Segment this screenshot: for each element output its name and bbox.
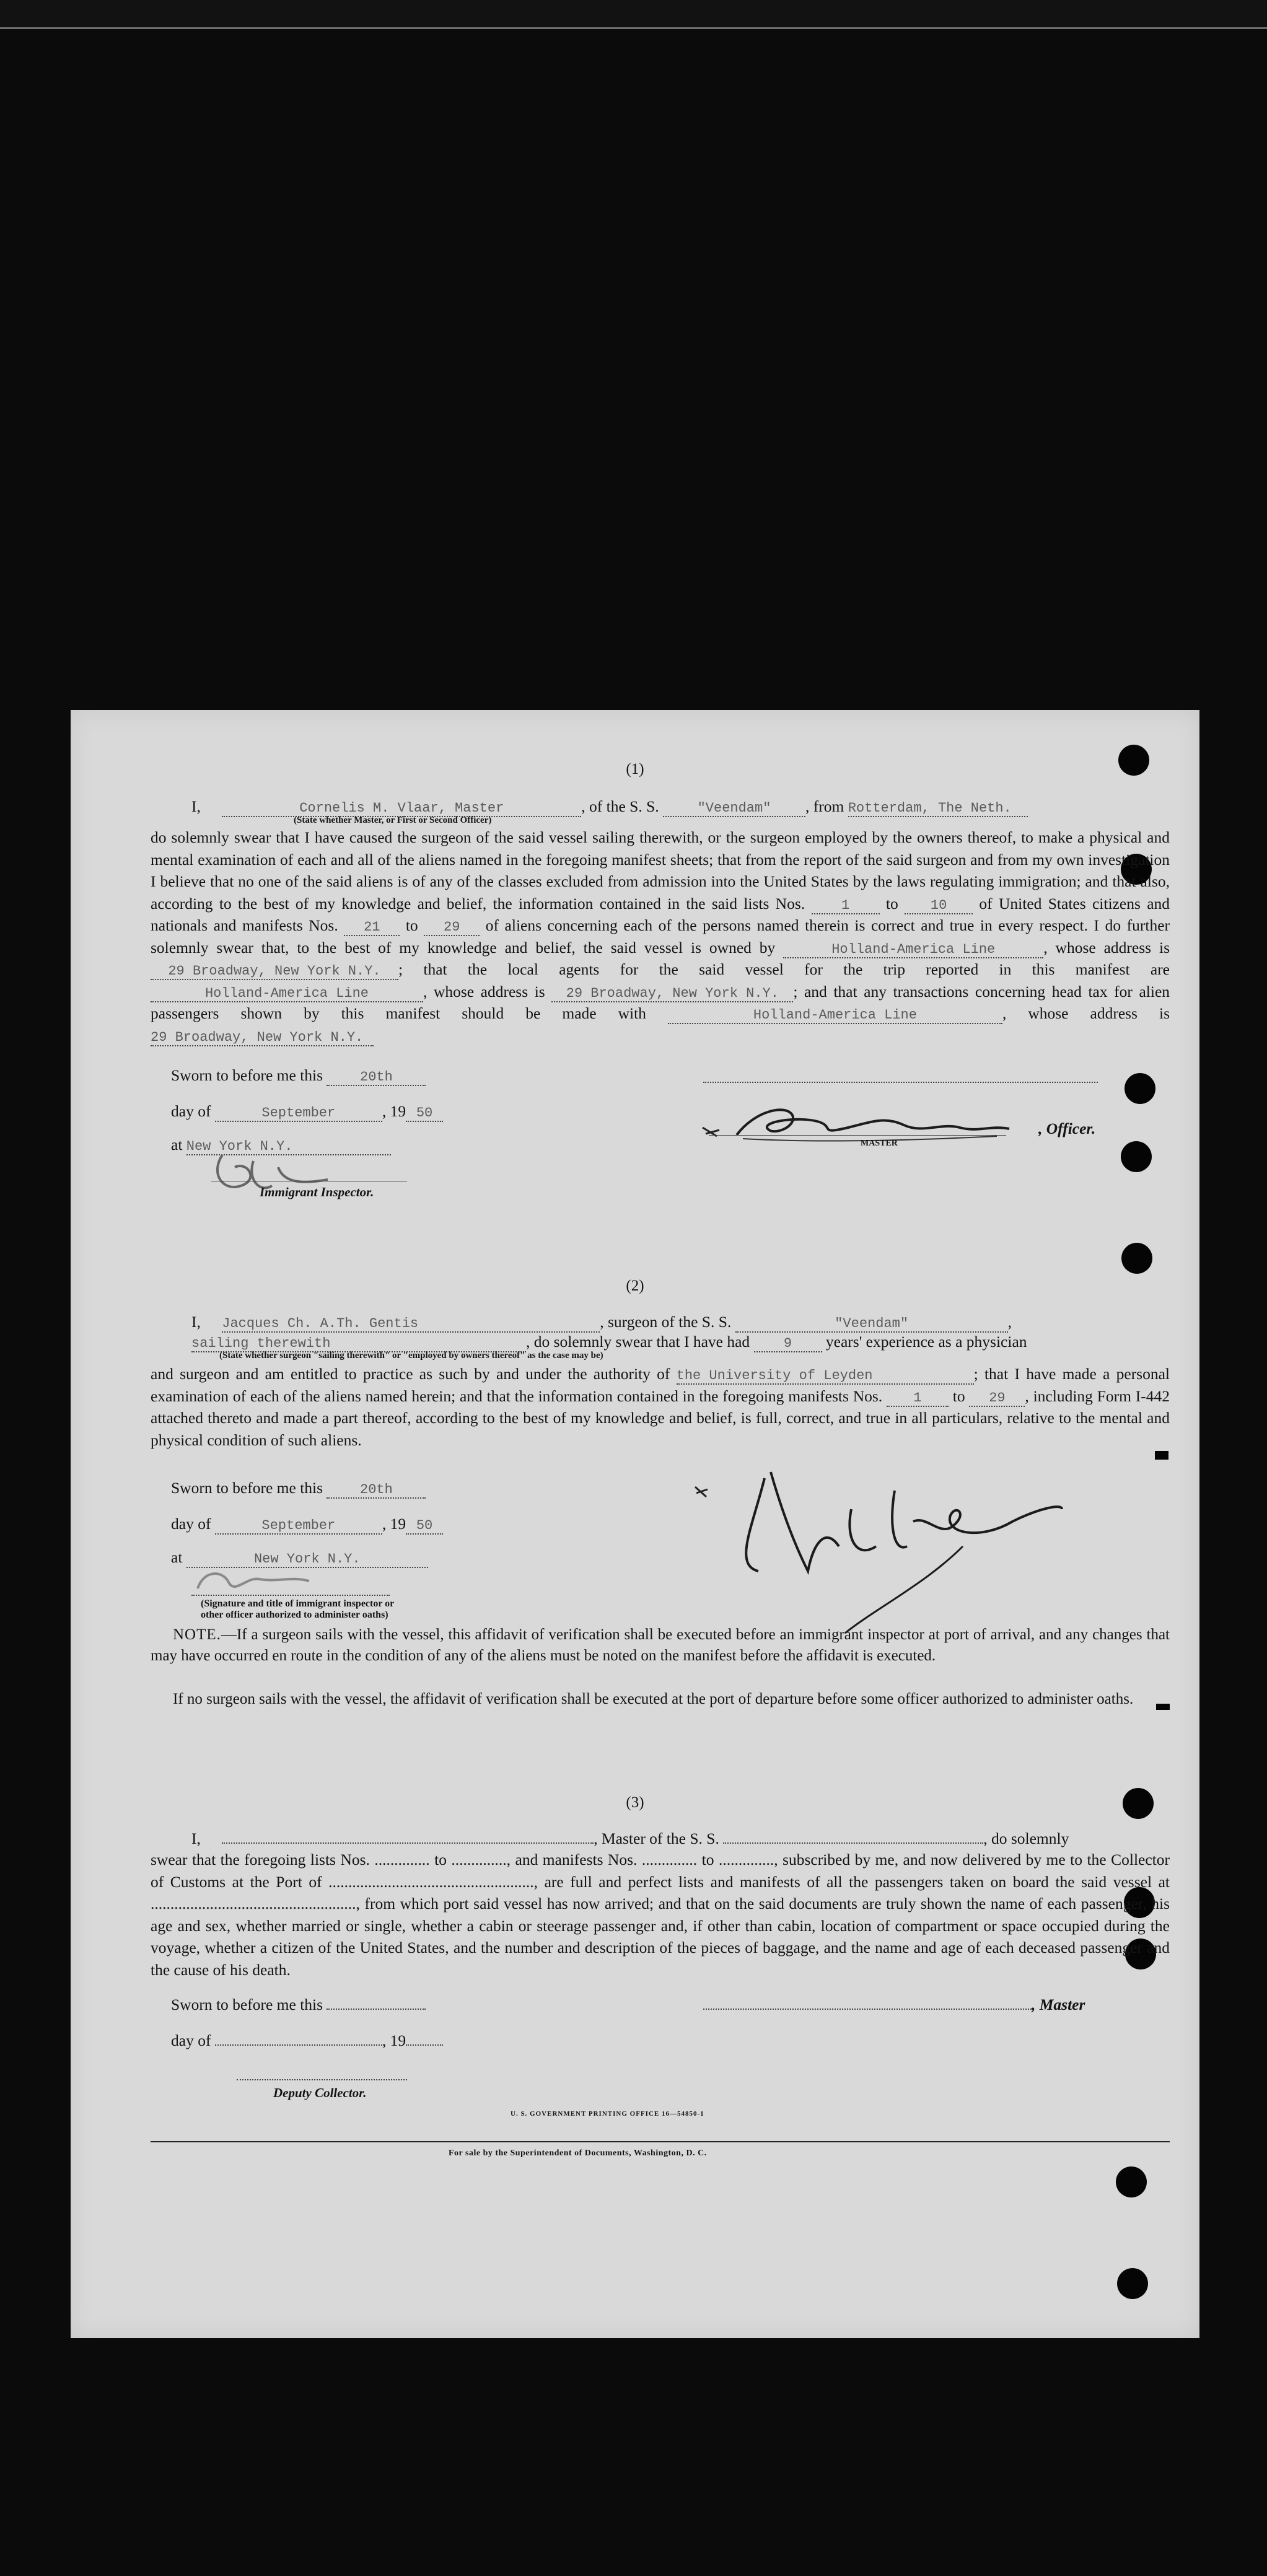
manifest-page [71,710,1199,2338]
body-3: , including Form I-442 attached thereto and made a part thereof, according to the best of my knowledge and belief, is full, correct, and true in all particulars, relative to the mental and physical condition of such aliens. [151,1387,1170,1449]
year-prefix: , 19 [382,1515,406,1533]
master-label: , Master [1032,1996,1085,2013]
note-text-1: —If a surgeon sails with the vessel, this affidavit of verification shall be executed before an immigrant inspector at port of arrival, and any changes that may have occurred en route in the condition of any of the aliens must be noted on the manifest before the affidavit is executed. [151,1626,1170,1664]
sale-line: For sale by the Superintendent of Documents, Washington, D. C. [449,2149,707,2158]
whose-address-label: , whose address is [1043,938,1170,957]
vessel-name-field-2: "Veendam" [735,1316,1008,1333]
section-3-intro [191,1829,1069,1849]
master-caption: (State whether Master, or First or Second Officer) [294,815,492,825]
authority-field: the University of Leyden [677,1369,974,1385]
sailing-line [191,1332,1027,1352]
day-of-label: day of [171,1515,211,1533]
manifests-to-field: 29 [424,920,480,936]
at-label: at [171,1136,183,1154]
oath-text-4: ; that the local agents for the said vessel for the trip reported in this manifest are [398,960,1170,978]
s2-manifests-from: 1 [887,1391,949,1407]
month-field: September [215,1518,382,1535]
year-field: 50 [406,1106,443,1122]
owner-field: Holland-America Line [783,942,1043,958]
master-sig-rule [709,1135,1006,1136]
body-1: and surgeon and am entitled to practice as such by and under the authority of [151,1365,670,1383]
headtax-address-field: 29 Broadway, New York N.Y. [151,1030,374,1046]
section-3-number: (3) [626,1794,644,1811]
from-label: , from [805,797,844,815]
note-paragraph-2: If no surgeon sails with the vessel, the affidavit of verification shall be executed at the port of departure before some officer authorized to administer oaths. [173,1691,1134,1707]
s2-inspector-sig-rule [191,1595,390,1596]
oath-text-7: , whose address is [1002,1004,1170,1022]
experience-text: , do solemnly swear that I have had [526,1333,750,1351]
surgeon-of-label: , surgeon of the S. S. [600,1313,732,1331]
section-2-intro: I, Jacques Ch. A.Th. Gentis , surgeon of the S. S. "Veendam" , [191,1313,1012,1331]
of-ss-label: , of the S. S. [581,797,659,815]
oath-text-1: do solemnly swear that I have caused the surgeon of the said vessel sailing therewith, or the surgeon employed by the owners thereof, to make a physical and mental examination of each and all of the aliens named in the foregoing manifest sheets; that from the report of the said surgeon and from my own investigation I believe that no one of the said aliens is of any of the classes excluded from admission into the United States by the laws regulating immigration; and that also, according to the best of my knowledge and belief, the information contained in the said lists Nos. [151,828,1170,913]
year-prefix: , 19 [382,2031,406,2049]
punch-hole [1116,2166,1147,2197]
sailing-field: sailing therewith [191,1336,526,1352]
intro-i: I, [191,1313,201,1331]
sig-caption-1: (Signature and title of immigrant inspector or [201,1598,395,1609]
to-word: to [405,916,418,934]
master-sig-line-3 [703,1995,1085,2015]
s3-year-field [406,2044,443,2046]
footer-rule [151,2141,1170,2142]
sworn-day-field: 20th [327,1483,426,1499]
day-of-label: day of [171,1102,211,1120]
lists-from-field: 1 [812,898,880,914]
sworn-label: Sworn to before me this [171,1996,323,2013]
sworn-day-field: 20th [327,1070,426,1086]
owner-address-field: 29 Broadway, New York N.Y. [151,964,398,980]
punch-hole [1117,2268,1148,2299]
s3-master-field [222,1842,594,1844]
agents-address-field: 29 Broadway, New York N.Y. [551,986,793,1002]
day-of-line-2 [171,1514,443,1535]
agents-field: Holland-America Line [151,986,423,1002]
s3-month-field [215,2044,382,2046]
punch-hole [1121,1141,1152,1172]
section-2-body: and surgeon and am entitled to practice as such by and under the authority of the University of Leyden ; that I have made a personal examination of each of the aliens named herein; and that the information contained in the foregoing manifests Nos. 1 to 29 , including Form I-442 attached thereto and made a part thereof, according to the best of my knowledge and belief, is full, correct, and true in all particulars, relative to the mental and physical condition of such aliens. [151,1365,1170,1449]
solemnly-label: , do solemnly [983,1829,1069,1847]
section-1-number: (1) [626,761,644,778]
to-word: to [885,894,898,913]
section-1-oath: do solemnly swear that I have caused the surgeon of the said vessel sailing therewith, or the surgeon employed by the owners thereof, to make a physical and mental examination of each and all of the aliens named in the foregoing manifest sheets; that from the report of the said surgeon and from my own investigation I believe that no one of the said aliens is of any of the classes excluded from admission into the United States by the laws regulating immigration; and that also, according to the best of my knowledge and belief, the information contained in the said lists Nos. 1 to 10 of United States citizens and nationals and manifests Nos. 21 to 29 of aliens concerning each of the persons named therein is correct and true in every respect. I do further solemnly swear that, to the best of my knowledge and belief, the said vessel is owned by Holland-America Line , whose address is 29 Broadway, New York N.Y. ; that the local agents for the said vessel for the trip reported in this manifest are Holland-America Line , whose address is 29 Broadway, New York N.Y. ; and that any transactions concerning head tax for alien passengers shown by this manifest should be made with Holland-America Line , whose address is 29 Broadway, New York N.Y. [151,828,1170,1045]
month-field: September [215,1106,382,1122]
note-paragraph-1 [151,1624,1170,1667]
sworn-line-2 [171,1478,426,1499]
master-name-field: Cornelis M. Vlaar, Master [222,801,581,817]
section-3-body: swear that the foregoing lists Nos. .............. to .............., and manifests Nos. .............. to .............., subscribed by me, and now delivered by me to the Collector of Customs at the Port of ...................................................., are full and perfect lists and manifests of all the passengers taken on board the said vessel at ...................................................., from which port said vessel has now arrived; and that on the said documents are truly shown the name of each passenger, his age and sex, whether married or single, whether a cabin or steerage passenger and, if other than cabin, location of compartment or space occupied during the voyage, whether a citizen of the United States, and the number and description of the pieces of baggage, and the name and age of each deceased passenger and the cause of his death. [151,1851,1170,1979]
s3-vessel-field [723,1842,983,1844]
oath-text-2: of United States citizens and nationals and manifests Nos. [151,894,1170,934]
at-label: at [171,1548,183,1566]
s3-master-sig-field [703,2009,1032,2010]
inspector-caption: Immigrant Inspector. [260,1185,374,1199]
oath-text-6: ; and that any transactions concerning head tax for alien passengers shown by this manifest should be made with [151,982,1170,1022]
from-port-field: Rotterdam, The Neth. [848,801,1028,817]
scan-top-line [0,27,1267,29]
day-of-label: day of [171,2031,211,2049]
officer-label: , Officer. [1038,1119,1096,1137]
officer-sig-rule [703,1082,1098,1083]
years-field: 9 [754,1336,822,1352]
day-of-line-1 [171,1102,443,1122]
section-1-intro [191,797,1028,817]
headtax-agent-field: Holland-America Line [668,1008,1002,1024]
year-field: 50 [406,1518,443,1535]
vessel-name-field: "Veendam" [663,801,805,817]
binder-notch [1155,1451,1168,1460]
to-word: to [952,1387,965,1405]
master-of-label: , Master of the S. S. [594,1829,719,1847]
lists-to-field: 10 [905,898,973,914]
oath-text-5: whose address is [433,982,545,1001]
day-of-line-3 [171,2031,443,2051]
experience-text-2: years' experience as a physician [825,1333,1027,1351]
s2-manifests-to: 29 [969,1391,1025,1407]
place-field: New York N.Y. [186,1139,391,1155]
s3-sworn-day-field [327,2009,426,2010]
deputy-sig-rule [237,2079,407,2080]
punch-hole [1125,1073,1155,1104]
note-label: NOTE. [173,1626,221,1643]
punch-hole [1121,1243,1152,1274]
gpo-line: U. S. GOVERNMENT PRINTING OFFICE 16—54850-1 [511,2110,704,2118]
section-2-number: (2) [626,1277,644,1294]
sailing-caption: (State whether surgeon "sailing therewith" or "employed by owners thereof" as the case may be) [219,1351,603,1360]
intro-i: I, [191,1829,201,1847]
oath-text-3: of aliens concerning each of the persons named therein is correct and true in every respect. I do further solemnly swear that, to the best of my knowledge and belief, the said vessel is owned by [151,916,1170,957]
sworn-label: Sworn to before me this [171,1066,323,1084]
deputy-caption: Deputy Collector. [273,2085,367,2100]
sig-caption-2: other officer authorized to administer oaths) [201,1610,388,1620]
surgeon-name-field: Jacques Ch. A.Th. Gentis [222,1316,600,1333]
scan-top-edge [0,0,1267,27]
sworn-label: Sworn to before me this [171,1479,323,1497]
sworn-line-1 [171,1066,426,1086]
place-field: New York N.Y. [186,1552,428,1568]
master-word: MASTER [861,1139,898,1148]
body-2: that I have made a personal examination of each of the aliens named herein; and that the information contained in the foregoing manifests Nos. [151,1365,1170,1405]
sworn-line-3 [171,1995,426,2015]
intro-i: I, [191,797,201,815]
year-prefix: , 19 [382,1102,406,1120]
manifests-from-field: 21 [344,920,400,936]
